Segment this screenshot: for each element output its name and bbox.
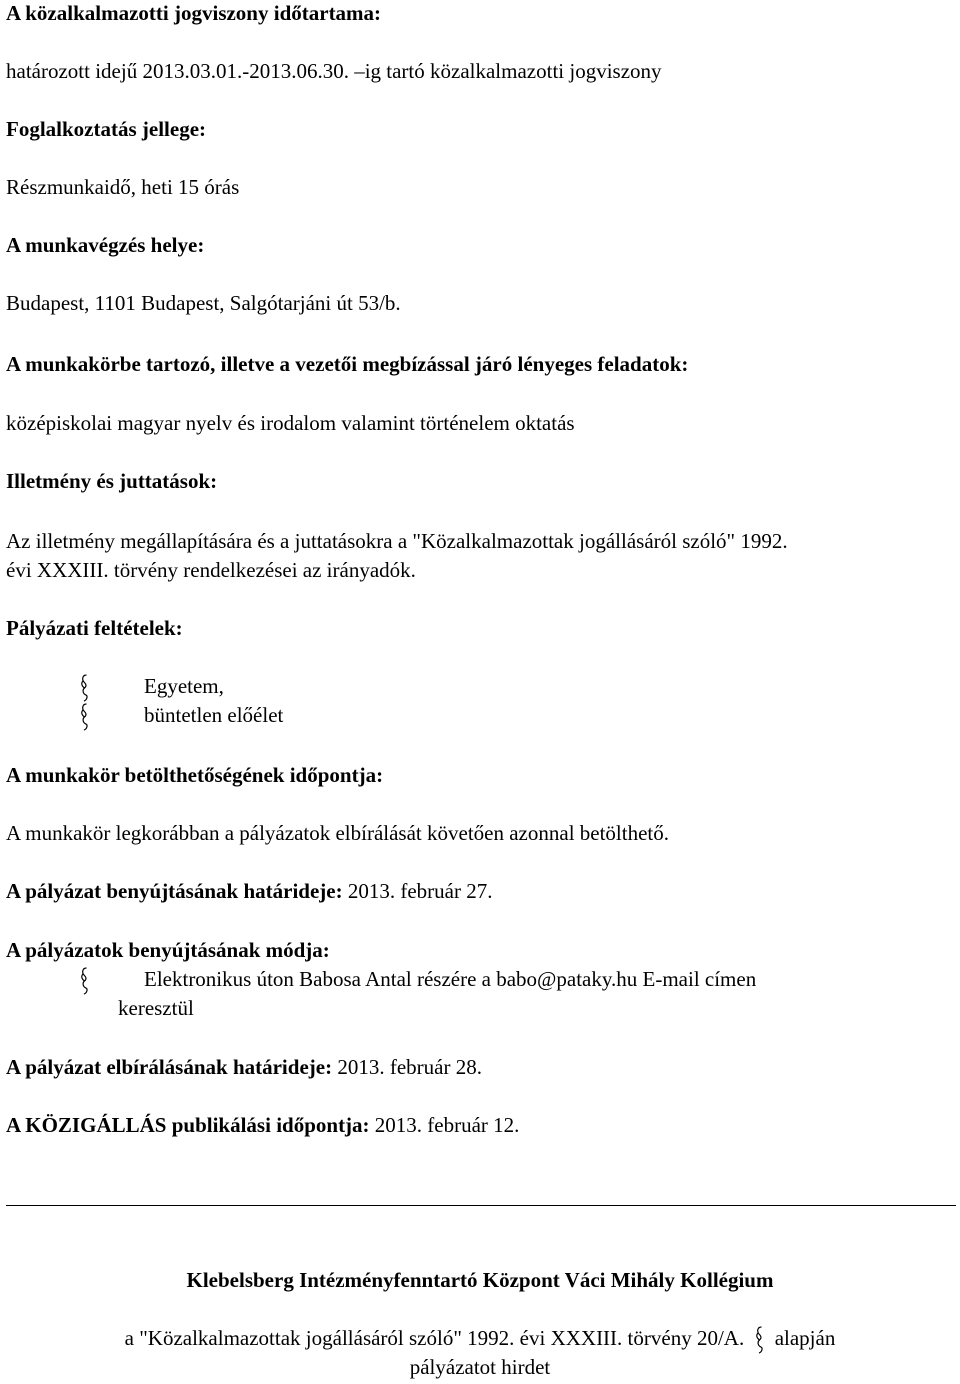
section-sign-bullet-icon [78, 673, 90, 699]
conditions-item-text: büntetlen előélet [144, 703, 284, 727]
conditions-item [78, 702, 284, 728]
section-sign-bullet-icon [78, 702, 90, 728]
conditions-item-text: Egyetem, [144, 674, 224, 698]
section-sign-bullet-icon [78, 966, 90, 992]
location-text: Budapest, 1101 Budapest, Salgótarjáni út 53/b. [6, 291, 401, 315]
duration-text: határozott idejű 2013.03.01.-2013.06.30. –ig tartó közalkalmazotti jogviszony [6, 59, 662, 83]
deadline-label: A pályázat benyújtásának határideje: [6, 879, 343, 903]
horizontal-divider [6, 1205, 956, 1206]
salary-text-line1: Az illetmény megállapítására és a juttatásokra a "Közalkalmazottak jogállásáról szóló" 1992. [6, 529, 788, 553]
footer-line1 [0, 1325, 960, 1351]
submission-item-continuation: keresztül [118, 996, 194, 1020]
salary-text-line2: évi XXXIII. törvény rendelkezései az irányadók. [6, 558, 416, 582]
footer-line1-text: a "Közalkalmazottak jogállásáról szóló" 1992. évi XXXIII. törvény 20/A. [124, 1326, 745, 1350]
start-heading: A munkakör betölthetőségének időpontja: [6, 763, 384, 787]
location-heading: A munkavégzés helye: [6, 233, 205, 257]
deadline-value: 2013. február 27. [347, 879, 493, 903]
submission-item-text: Elektronikus úton Babosa Antal részére a babo@pataky.hu E-mail címen [144, 967, 757, 991]
submission-heading: A pályázatok benyújtásának módja: [6, 938, 330, 962]
tasks-text: középiskolai magyar nyelv és irodalom valamint történelem oktatás [6, 411, 575, 435]
employment-heading: Foglalkoztatás jellege: [6, 117, 207, 141]
publication-label: A KÖZIGÁLLÁS publikálási időpontja: [6, 1113, 370, 1137]
duration-heading: A közalkalmazotti jogviszony időtartama: [6, 1, 382, 25]
conditions-item [78, 673, 224, 699]
deadline-line [6, 878, 492, 904]
salary-heading: Illetmény és juttatások: [6, 469, 218, 493]
publication-value: 2013. február 12. [374, 1113, 520, 1137]
start-text: A munkakör legkorábban a pályázatok elbírálását követően azonnal betölthető. [6, 821, 670, 845]
conditions-heading: Pályázati feltételek: [6, 616, 183, 640]
evaluation-line [6, 1054, 482, 1080]
submission-item [78, 966, 757, 992]
tasks-heading: A munkakörbe tartozó, illetve a vezetői megbízással járó lényeges feladatok: [6, 352, 689, 376]
section-sign-icon [753, 1325, 765, 1351]
employment-text: Részmunkaidő, heti 15 órás [6, 175, 240, 199]
evaluation-value: 2013. február 28. [337, 1055, 482, 1079]
publication-line [6, 1112, 519, 1138]
footer-institution: Klebelsberg Intézményfenntartó Központ Váci Mihály Kollégium [186, 1268, 774, 1292]
evaluation-label: A pályázat elbírálásának határideje: [6, 1055, 333, 1079]
footer-line1-after: alapján [774, 1326, 836, 1350]
footer-line2: pályázatot hirdet [409, 1355, 551, 1379]
